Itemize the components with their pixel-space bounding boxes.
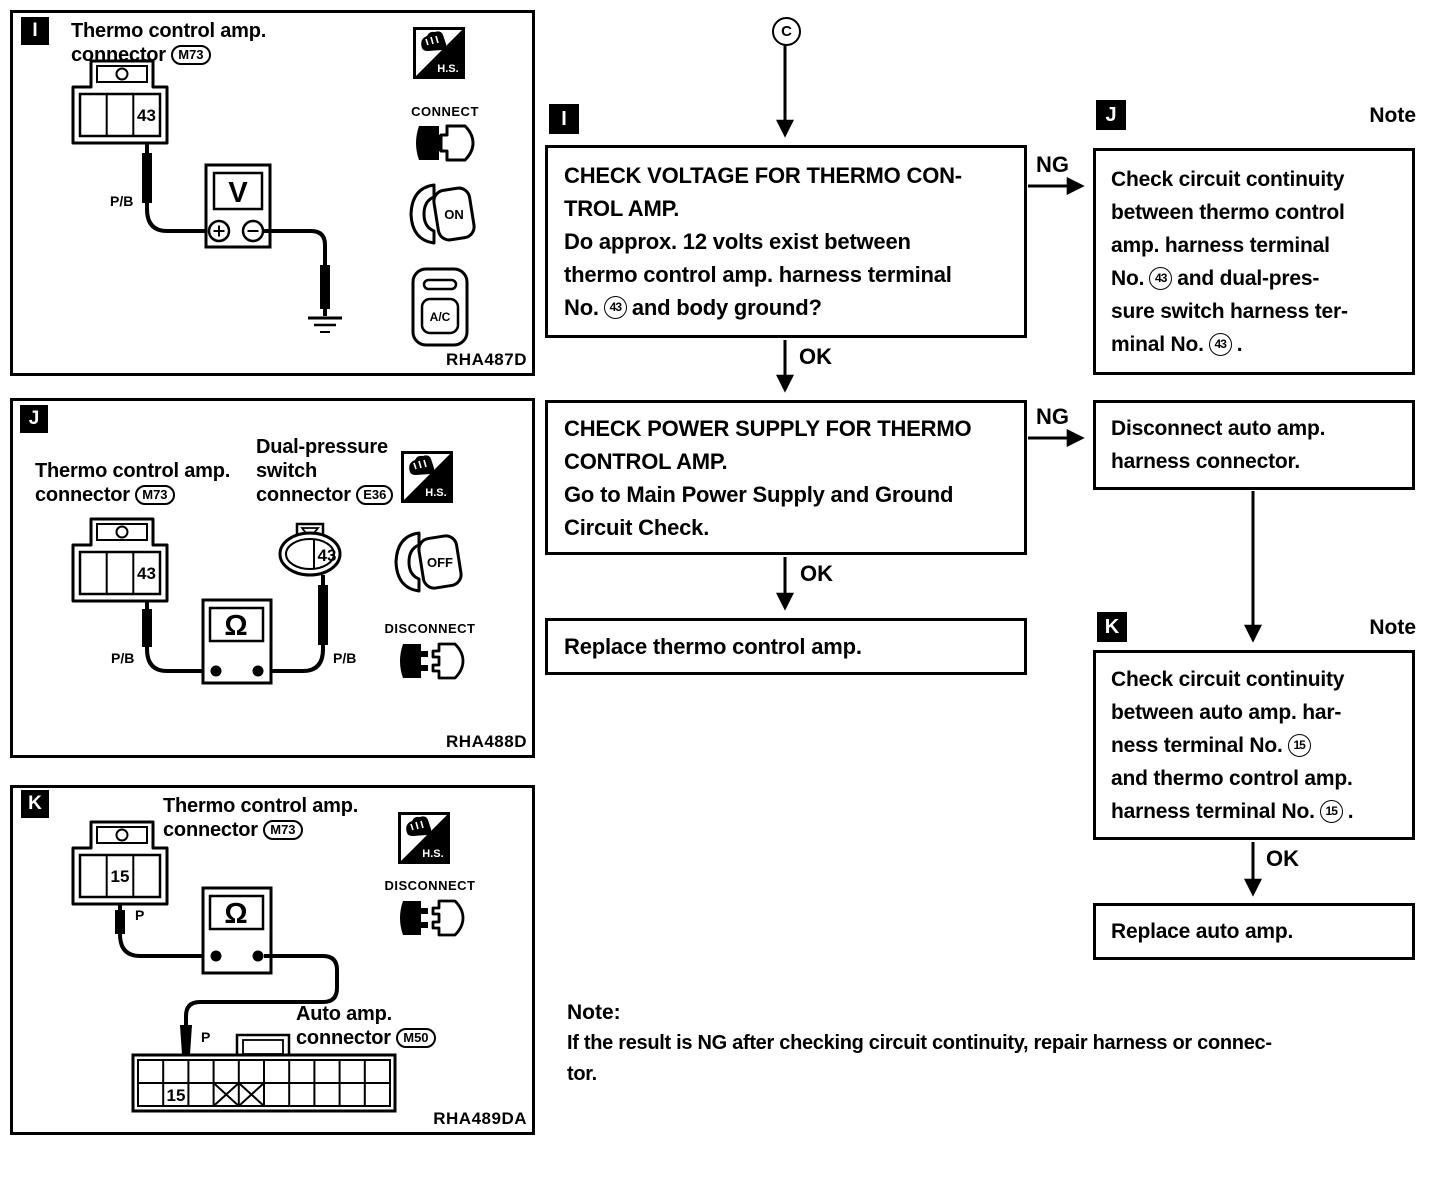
text-line: Check circuit continuity	[1111, 667, 1345, 691]
ng-label: NG	[1036, 152, 1069, 177]
text-line: sure switch harness ter-	[1111, 299, 1348, 323]
panel-i-tag: I	[21, 17, 49, 45]
connector-id-badge: E36	[356, 485, 393, 505]
connector-id-badge: M73	[263, 820, 302, 840]
footnote-line: tor.	[567, 1063, 597, 1085]
terminal-number: 43	[137, 106, 156, 125]
wire-color-label: P	[201, 1029, 211, 1045]
text-line: No. 43 and body ground?	[564, 295, 822, 320]
ignition-key-label: ON	[444, 207, 464, 222]
text-line: CONTROL AMP.	[564, 448, 728, 474]
text-line: Disconnect auto amp.	[1111, 417, 1326, 440]
text-line: minal No. 43 .	[1111, 332, 1243, 356]
text-line: No. 43 and dual-pres-	[1111, 266, 1320, 290]
text-line: thermo control amp. harness terminal	[564, 262, 952, 287]
panel-k-tag: K	[21, 790, 49, 818]
connect-icon-label: CONNECT	[411, 104, 479, 119]
meter-letter: V	[228, 177, 248, 209]
text-line: Replace auto amp.	[1111, 920, 1294, 943]
figure-ref: RHA489DA	[433, 1109, 527, 1128]
hs-icon-label: H.S.	[437, 63, 459, 75]
meter-letter: Ω	[224, 610, 248, 642]
ok-label: OK	[800, 561, 833, 586]
connector-id-badge: M50	[396, 1028, 435, 1048]
text-line: between thermo control	[1111, 200, 1345, 224]
flow-tag-j: J	[1096, 100, 1126, 130]
hs-icon-label: H.S.	[425, 487, 447, 499]
ok-label: OK	[799, 344, 832, 369]
text-line: harness terminal No. 15 .	[1111, 799, 1354, 823]
text-line: CHECK POWER SUPPLY FOR THERMO	[564, 415, 972, 441]
caption-line: connector M73	[71, 43, 266, 67]
footnote-title: Note:	[567, 1001, 621, 1024]
text-line: TROL AMP.	[564, 196, 680, 221]
caption-line: Auto amp.	[296, 1003, 392, 1025]
text-line: between auto amp. har-	[1111, 700, 1342, 724]
terminal-number: 15	[110, 867, 130, 886]
note-corner-label: Note	[1369, 104, 1416, 127]
circled-terminal-number: 15	[1320, 800, 1343, 823]
caption-line: connector M50	[296, 1026, 436, 1050]
caption-line: switch	[256, 460, 318, 482]
caption-line: Dual-pressure	[256, 436, 388, 458]
caption-line: Thermo control amp.	[35, 460, 231, 482]
text-line: Go to Main Power Supply and Ground	[564, 481, 954, 507]
flow-tag-k: K	[1097, 612, 1127, 642]
caption-line: connector M73	[35, 483, 230, 507]
disconnect-icon-label: DISCONNECT	[384, 621, 476, 636]
flow-disconnect-box	[1093, 400, 1415, 490]
text-line: Check circuit continuity	[1111, 167, 1345, 191]
text-line: Circuit Check.	[564, 514, 710, 540]
meter-letter: Ω	[224, 898, 248, 930]
circled-terminal-number: 15	[1288, 734, 1311, 757]
terminal-number: 43	[317, 546, 337, 565]
hs-icon-label: H.S.	[422, 848, 444, 860]
wire-color-label: P/B	[333, 650, 357, 666]
flow-branch-k-box	[1093, 650, 1415, 840]
note-corner-label: Note	[1369, 616, 1416, 639]
wire-color-label: P/B	[110, 193, 134, 209]
flow-step2-box	[545, 400, 1027, 555]
flow-replace-auto-box	[1093, 903, 1415, 960]
disconnect-icon-label: DISCONNECT	[384, 878, 476, 893]
text-line: harness connector.	[1111, 450, 1300, 473]
flow-entry-connector: C	[772, 17, 801, 46]
connector-id-badge: M73	[135, 485, 174, 505]
figure-ref: RHA488D	[446, 732, 527, 751]
connector-id-badge: M73	[171, 45, 210, 65]
ok-label: OK	[1266, 846, 1299, 871]
caption-line: connector M73	[163, 818, 358, 842]
ng-label: NG	[1036, 404, 1069, 429]
circled-terminal-number: 43	[1149, 267, 1172, 290]
text-line: Replace thermo control amp.	[564, 634, 862, 659]
flow-step1-box	[545, 145, 1027, 338]
caption-line: Thermo control amp.	[71, 20, 267, 42]
figure-ref: RHA487D	[446, 350, 527, 369]
circled-terminal-number: 43	[1209, 333, 1232, 356]
caption-line: Thermo control amp.	[163, 795, 359, 817]
flow-branch-j-box	[1093, 148, 1415, 375]
wire-color-label: P	[135, 907, 145, 923]
flow-tag-i: I	[549, 104, 579, 134]
circled-terminal-number: 43	[604, 296, 627, 319]
footnote-line: If the result is NG after checking circuit continuity, repair harness or connec-	[567, 1032, 1272, 1054]
panel-j-tag: J	[20, 405, 48, 433]
flow-replace-thermo-box	[545, 618, 1027, 675]
terminal-number: 43	[137, 564, 156, 583]
text-line: Do approx. 12 volts exist between	[564, 229, 911, 254]
ignition-key-label: OFF	[427, 555, 453, 570]
text-line: and thermo control amp.	[1111, 766, 1353, 790]
caption-line: connector E36	[256, 483, 393, 507]
wire-color-label: P/B	[111, 650, 135, 666]
text-line: amp. harness terminal	[1111, 233, 1330, 257]
ac-switch-label: A/C	[429, 310, 451, 324]
text-line: CHECK VOLTAGE FOR THERMO CON-	[564, 163, 962, 188]
text-line: ness terminal No. 15	[1111, 729, 1412, 762]
terminal-number: 15	[166, 1086, 186, 1105]
footnote	[567, 997, 1272, 1090]
